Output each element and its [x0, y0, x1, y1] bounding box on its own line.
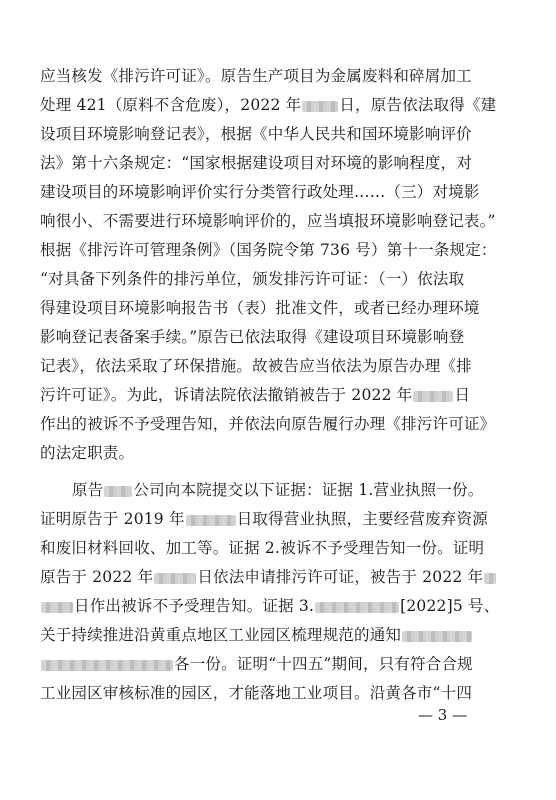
text-span: 关于持续推进沿黄重点地区工业园区梳理规范的通知	[40, 626, 402, 644]
text-line	[40, 178, 520, 207]
text-line	[40, 323, 520, 352]
text-span: 污许可证》。为此，诉请法院依法撤销被告于 2022 年	[40, 386, 413, 404]
text-line	[40, 534, 520, 563]
text-span: 设项目环境影响登记表》，根据《中华人民共和国环境影响评价	[40, 125, 472, 143]
redaction-block	[104, 486, 132, 497]
text-span: 工业园区审核标准的园区，才能落地工业项目。沿黄各市“十四	[40, 684, 473, 702]
text-line	[40, 91, 520, 120]
text-line	[40, 381, 520, 410]
text-line	[40, 207, 520, 236]
redaction-block	[186, 515, 236, 526]
text-span: 法》第十六条规定：“国家根据建设项目对环境的影响程度，对	[40, 154, 473, 172]
redaction-block	[302, 101, 338, 112]
text-span: 原告	[72, 481, 104, 499]
text-span: 影响登记表备案手续。”原告已依法取得《建设项目环境影响登	[40, 328, 465, 346]
redaction-block	[41, 602, 73, 613]
text-line	[40, 352, 520, 381]
text-span: 处理 421（原料不含危废），2022 年	[40, 96, 302, 114]
text-line	[40, 621, 520, 650]
redaction-block	[41, 660, 173, 671]
redaction-block	[402, 631, 472, 642]
text-span: 原告于 2022 年	[40, 568, 154, 586]
text-span: 得建设项目环境影响报告书（表）批准文件，或者已经办理环境	[40, 299, 480, 317]
redaction-block	[484, 573, 496, 584]
text-span: 日依法申请排污许可证，被告于 2022 年	[197, 568, 484, 586]
text-line	[40, 149, 520, 178]
text-line	[40, 265, 520, 294]
text-span: “对具备下列条件的排污单位，颁发排污许可证：（一）依法取	[40, 270, 465, 288]
text-span: 日，原告依法取得《建	[339, 96, 497, 114]
text-span: 根据《排污许可管理条例》（国务院令第 736 号）第十一条规定：	[40, 241, 497, 259]
page-number: — 3 —	[418, 706, 468, 724]
text-line	[40, 236, 520, 265]
text-line	[40, 410, 520, 439]
text-span: 各一份。证明“十四五”期间，只有符合合规	[174, 655, 473, 673]
text-span: 日作出被诉不予受理告知。证据 3.	[74, 597, 315, 615]
text-line	[40, 120, 520, 149]
text-span: 记表》，依法采取了环保措施。故被告应当依法为原告办理《排	[40, 357, 472, 375]
redaction-block	[315, 602, 399, 613]
text-span: 日	[454, 386, 471, 404]
body-text	[40, 62, 520, 708]
text-line	[40, 679, 520, 708]
text-span: 日取得营业执照，主要经营废弃资源	[236, 510, 488, 528]
text-span: 建设项目的环境影响评价实行分类管行政处理……（三）对境影	[40, 183, 480, 201]
text-span: 公司向本院提交以下证据：证据 1.营业执照一份。	[133, 481, 484, 499]
redaction-block	[154, 573, 196, 584]
text-span: 响很小、不需要进行环境影响评价的，应当填报环境影响登记表。”	[40, 212, 496, 230]
text-span: 证明原告于 2019 年	[40, 510, 185, 528]
text-line	[40, 505, 520, 534]
text-line	[40, 62, 520, 91]
redaction-block	[413, 391, 453, 402]
text-line	[40, 439, 520, 468]
text-line	[40, 592, 520, 621]
text-line	[40, 563, 520, 592]
text-span: 的法定职责。	[40, 444, 135, 462]
text-line	[40, 294, 520, 323]
text-span: 应当核发《排污许可证》。原告生产项目为金属废料和碎屑加工	[40, 67, 472, 85]
text-span: [2022]5 号、	[400, 597, 500, 615]
text-span: 和废旧材料回收、加工等。证据 2.被诉不予受理告知一份。证明	[40, 539, 485, 557]
text-span: 作出的被诉不予受理告知，并依法向原告履行办理《排污许可证》	[40, 415, 496, 433]
text-line	[40, 650, 520, 679]
text-line	[40, 476, 520, 505]
